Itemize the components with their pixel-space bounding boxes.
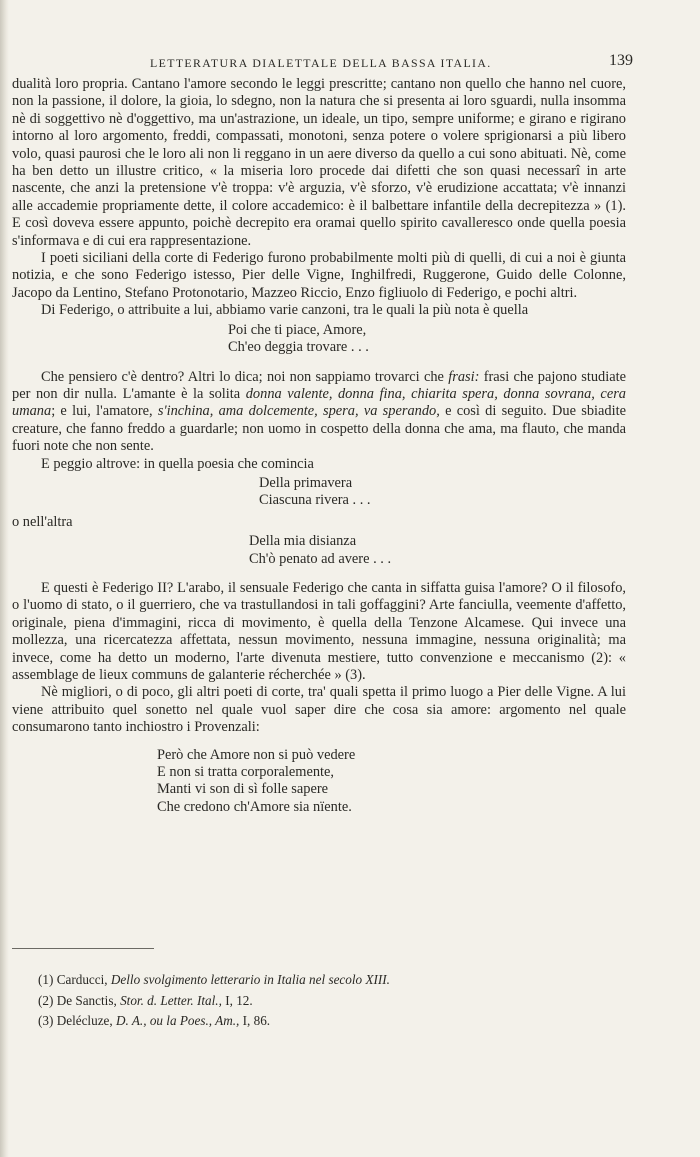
footnote-3 <box>38 1011 390 1032</box>
footnote-author: De Sanctis, <box>56 992 117 1008</box>
text-run: Che pensiero c'è dentro? Altri lo dica; noi non sappiamo trovarci che <box>41 368 449 385</box>
verse-quote-1 <box>12 322 626 357</box>
text-run: ; e lui, l'amatore, <box>51 403 158 420</box>
footnote-title: Stor. d. Letter. Ital., <box>120 992 222 1008</box>
paragraph-5: E peggio altrove: in quella poesia che comincia <box>41 455 314 472</box>
footnote-number: (1) <box>38 972 54 987</box>
italic-run: frasi: <box>448 368 480 385</box>
verse-quote-4 <box>12 747 626 817</box>
verse-quote-3 <box>12 533 626 568</box>
paragraph-1: dualità loro propria. Cantano l'amore secondo le leggi prescritte; cantano non quello che hanno nel cuore, non la passione, il dolore, la gioia, lo sdegno, non la natura che si presenta ai loro sguardi, nulla insomma nè di soggettivo nè d'oggettivo, ma un'astrazione, un ideale, un tipo, sempre uniforme; e girano e rigirano intorno al loro argomento, freddi, compassati, monotoni, senza potere o volere sprigionarsi a più libero volo, quasi paurosi che le loro ali non li reggano in un aere diverso da quello a cui sono abituati. Nè, come ha ben detto un illustre critico, « la miseria loro procede dai difetti che son quasi necessarî in arte nascente, che anzi la pretensione v'è troppa: v'è arguzia, v'è sforzo, v'è erudizione accattata; v'è innanzi alle accademie propriamente dette, il colore accademico: è il balbettare infantile della decrepitezza » (1). E così doveva essere appunto, poichè decrepito era oramai quello spirito cavalleresco onde quella poesia s'informava e di cui era rappresentazione. <box>12 76 626 249</box>
verse-line: Della mia disianza <box>249 533 357 550</box>
verse-line: Poi che ti piace, Amore, <box>228 321 367 338</box>
footnote-ref: I, 12. <box>221 992 253 1008</box>
paragraph-8: Nè migliori, o di poco, gli altri poeti di corte, tra' quali spetta il primo luogo a Pier delle Vigne. A lui viene attribuito quel sonetto nel quale vuol saper dire che cosa sia amore: argomento nel quale consumarono tanto inchiostro i Provenzali: <box>12 684 626 736</box>
text-run: e così di seguito. Due sbiadite creature, che fanno freddo a guardarle; non uomo in cospetto della donna che ama, ma flauto, che manda fuori note che non sente. <box>12 403 626 455</box>
paragraph-6: o nell'altra <box>12 513 73 530</box>
paragraph-2: I poeti siciliani della corte di Federigo furono probabilmente molti più di quelli, di cui a noi è giunta notizia, e che sono Federigo istesso, Pier delle Vigne, Inghilfredi, Ruggerone, Guido delle Colonne, Jacopo da Lentino, Stefano Protonotario, Mazzeo Riccio, Enzo figliuolo di Federigo, e pochi altri. <box>12 250 626 301</box>
footnote-divider <box>12 948 154 949</box>
footnote-title: Dello svolgimento letterario in Italia nel secolo XIII. <box>110 972 390 987</box>
text-run: frasi che pajono studiate per non dir nulla. L'amante è la solita <box>12 368 626 402</box>
footnotes <box>38 970 390 1032</box>
footnote-ref: I, 86. <box>239 1013 271 1028</box>
running-title: LETTERATURA DIALETTALE DELLA BASSA ITALIA. <box>150 56 492 70</box>
italic-run: s'inchina, ama dolcemente, spera, va sperando, <box>157 403 440 420</box>
verse-quote-2 <box>12 475 626 510</box>
paragraph-3: Di Federigo, o attribuite a lui, abbiamo varie canzoni, tra le quali la più nota è quella <box>41 302 529 319</box>
verse-line: Ch'ò penato ad avere . . . <box>249 550 392 567</box>
footnote-1 <box>38 970 390 991</box>
footnote-author: Delécluze, <box>56 1013 113 1028</box>
footnote-number: (2) <box>38 992 54 1008</box>
body-text <box>12 76 626 820</box>
verse-line: E non si tratta corporalemente, <box>157 764 335 781</box>
footnote-number: (3) <box>38 1013 54 1028</box>
verse-line: Ciascuna rivera . . . <box>259 492 371 509</box>
footnote-author: Carducci, <box>56 972 108 987</box>
verse-line: Ch'eo deggia trovare . . . <box>228 339 369 356</box>
footnote-title: D. A., ou la Poes., Am., <box>116 1013 240 1028</box>
verse-line: Manti vi son di sì folle sapere <box>157 781 329 798</box>
verse-line: Però che Amore non si può vedere <box>157 746 356 763</box>
verse-line: Che credono ch'Amore sia nïente. <box>157 798 352 815</box>
verse-line: Della primavera <box>259 474 353 491</box>
running-header <box>150 52 633 78</box>
page-spine-shadow <box>0 0 9 1157</box>
footnote-2 <box>38 991 390 1012</box>
page-number: 139 <box>609 52 633 69</box>
paragraph-4 <box>12 369 626 456</box>
paragraph-7: E questi è Federigo II? L'arabo, il sensuale Federigo che canta in siffatta guisa l'amore? O il filosofo, o l'uomo di stato, o il guerriero, che va trastullandosi in tali goffaggini? Arte fanciulla, veemente d'affetto, originale, piena d'immagini, ricca di movimento, è quella della Tenzone Alcamese. Qui invece una mollezza, una ricercatezza affettata, nessun movimento, nessuna immagine, nessuna originalità; ma invece, come ha detto un moderno, l'arte divenuta mestiere, tutto convenzione e meccanismo (2): « assemblage de lieux communs de galanterie récherchée » (3). <box>12 579 626 683</box>
italic-run: donna valente, donna fina, chiarita spera, donna sovrana, cera umana <box>12 385 626 420</box>
